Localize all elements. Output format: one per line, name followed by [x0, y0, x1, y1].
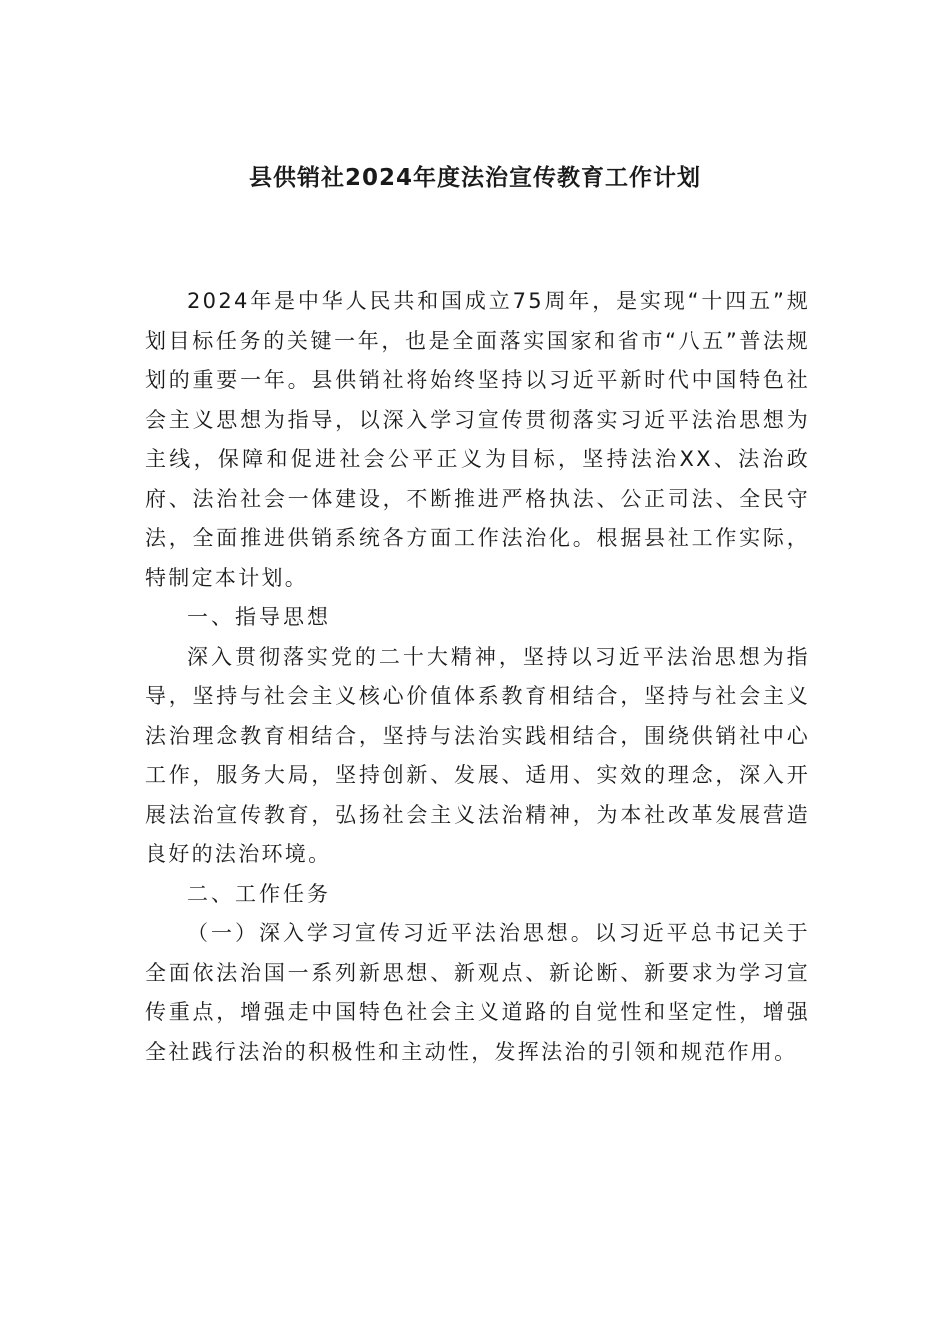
work-task-item-1: （一）深入学习宣传习近平法治思想。以习近平总书记关于全面依法治国一系列新思想、新观点、新论断、新要求为学习宣传重点，增强走中国特色社会主义道路的自觉性和坚定性，增强全社践行法治的积极性和主动性，发挥法治的引领和规范作用。: [145, 921, 810, 1064]
intro-paragraph: 2024年是中华人民共和国成立75周年，是实现“十四五”规划目标任务的关键一年，也是全面落实国家和省市“八五”普法规划的重要一年。县供销社将始终坚持以习近平新时代中国特色社会主义思想为指导，以深入学习宣传贯彻落实习近平法治思想为主线，保障和促进社会公平正义为目标，坚持法治XX、法治政府、法治社会一体建设，不断推进严格执法、公正司法、全民守法，全面推进供销系统各方面工作法治化。根据县社工作实际，特制定本计划。: [145, 289, 810, 590]
guiding-thought-paragraph: 深入贯彻落实党的二十大精神，坚持以习近平法治思想为指导，坚持与社会主义核心价值体系教育相结合，坚持与社会主义法治理念教育相结合，坚持与法治实践相结合，围绕供销社中心工作，服务大局，坚持创新、发展、适用、实效的理念，深入开展法治宣传教育，弘扬社会主义法治精神，为本社改革发展营造良好的法治环境。: [145, 644, 810, 866]
document-title: 县供销社2024年度法治宣传教育工作计划: [248, 165, 701, 191]
section-heading-guiding-thought: 一、指导思想: [187, 605, 331, 629]
section-heading-work-tasks: 二、工作任务: [187, 881, 331, 906]
document-body: [145, 282, 810, 1072]
